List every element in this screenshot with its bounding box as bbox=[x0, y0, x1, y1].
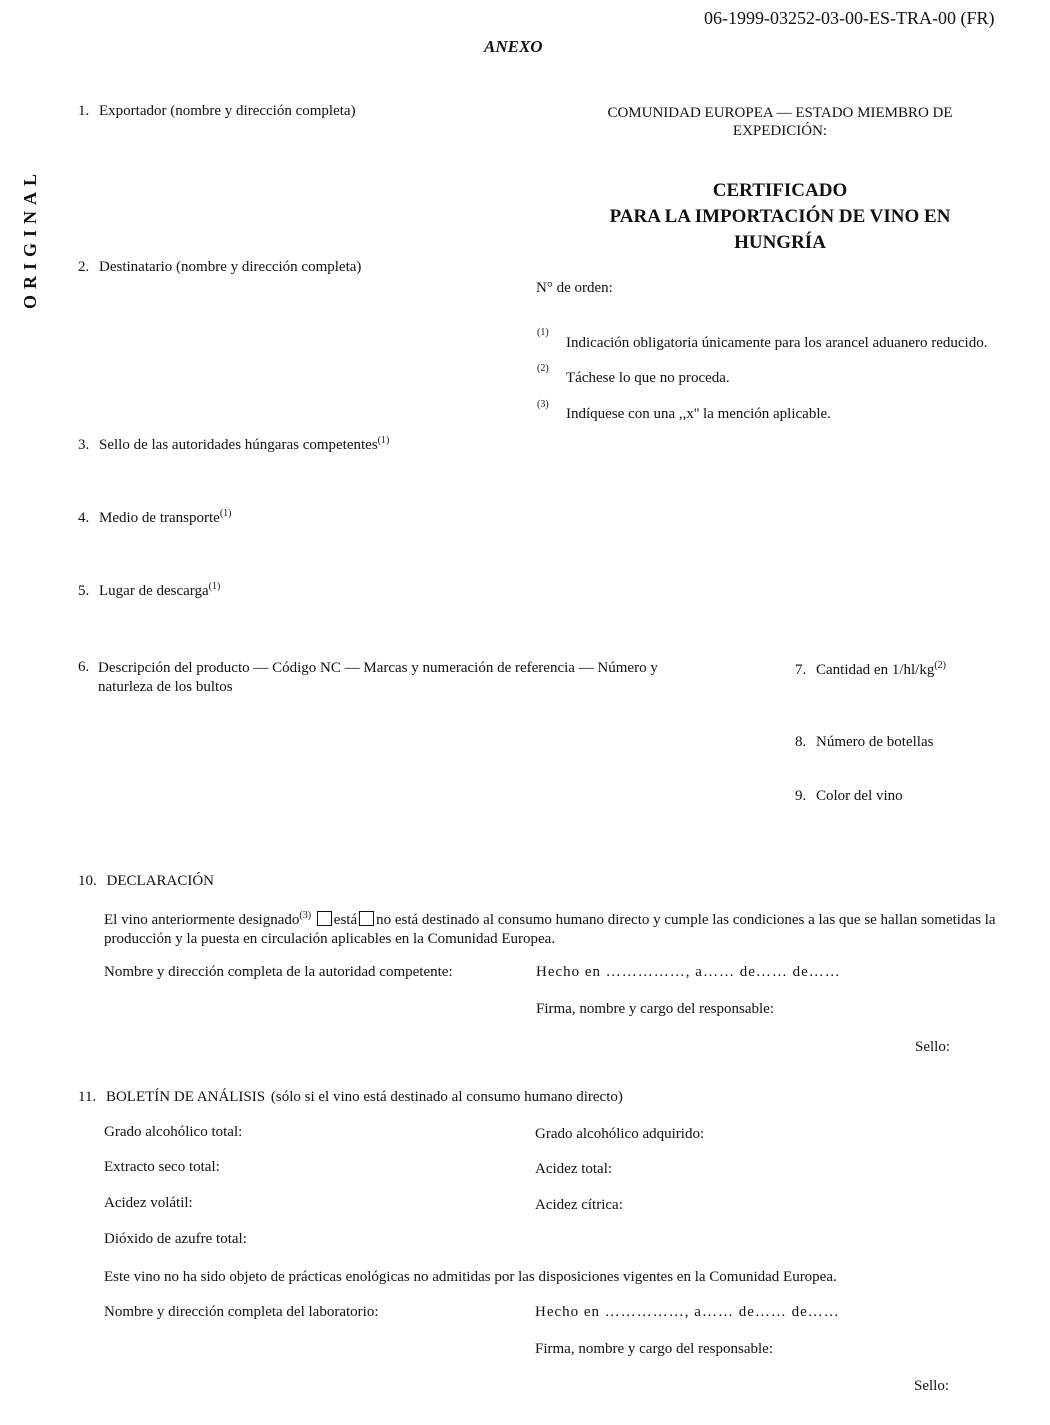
field-number: 4. bbox=[78, 510, 90, 526]
field-label: Color del vino bbox=[816, 788, 903, 804]
analysis-sulfur-dioxide: Dióxido de azufre total: bbox=[104, 1231, 247, 1247]
analysis-volatile-acidity: Acidez volátil: bbox=[104, 1195, 193, 1211]
field-footnote-ref: (2) bbox=[934, 660, 946, 671]
field-label: Sello de las autoridades húngaras competentes bbox=[99, 437, 378, 453]
field-footnote-ref: (1) bbox=[219, 508, 232, 519]
option-esta-label: está bbox=[333, 912, 358, 928]
field-footnote-ref: (1) bbox=[208, 581, 221, 592]
analysis-heading bbox=[78, 1089, 623, 1106]
footnote-mark-2: (2) bbox=[537, 363, 549, 374]
annex-title: ANEXO bbox=[484, 37, 543, 56]
section-subtitle: (sólo si el vino está destinado al consumo humano directo) bbox=[270, 1089, 623, 1105]
declaration-text-lead: El vino anteriormente designado bbox=[104, 912, 300, 928]
field-number: 2. bbox=[78, 259, 90, 275]
declaration-seal: Sello: bbox=[915, 1039, 951, 1055]
footnote-mark-1: (1) bbox=[537, 327, 549, 338]
field-number: 5. bbox=[78, 583, 90, 599]
field-consignee bbox=[78, 259, 361, 276]
title-line-2: PARA LA IMPORTACIÓN DE VINO EN bbox=[609, 206, 951, 227]
community-header: COMUNIDAD EUROPEA — ESTADO MIEMBRO DE EXPEDICIÓN: bbox=[607, 105, 953, 139]
field-number: 1. bbox=[78, 103, 90, 119]
field-product-description-number: 6. bbox=[78, 659, 90, 675]
field-label: Exportador (nombre y dirección completa) bbox=[99, 103, 356, 119]
certificate-title bbox=[560, 178, 1000, 256]
section-title: BOLETÍN DE ANÁLISIS bbox=[105, 1089, 266, 1105]
field-hungarian-authority-seal bbox=[78, 437, 389, 454]
field-wine-color bbox=[795, 788, 903, 805]
declaration-text bbox=[104, 911, 1024, 949]
declaration-authority-label: Nombre y dirección completa de la autoridad competente: bbox=[104, 964, 453, 980]
original-vertical-label: ORIGINAL bbox=[20, 168, 40, 310]
field-footnote-ref: (1) bbox=[377, 435, 390, 446]
declaration-signature: Firma, nombre y cargo del responsable: bbox=[536, 1001, 774, 1017]
footnote-text-1: Indicación obligatoria únicamente para los arancel aduanero reducido. bbox=[566, 335, 988, 351]
section-number: 11. bbox=[78, 1089, 97, 1105]
footnote-text-3: Indíquese con una ,,x'' la mención aplicable. bbox=[566, 406, 831, 422]
field-label: Número de botellas bbox=[816, 734, 934, 750]
declaration-footnote-ref: (3) bbox=[299, 910, 312, 921]
analysis-lab-label: Nombre y dirección completa del laboratorio: bbox=[104, 1304, 379, 1320]
field-product-description: Descripción del producto — Código NC — Marcas y numeración de referencia — Número y naturleza de los bultos bbox=[98, 660, 658, 695]
field-quantity bbox=[795, 662, 946, 679]
field-label: Medio de transporte bbox=[99, 510, 220, 526]
field-label: Destinatario (nombre y dirección completa) bbox=[99, 259, 362, 275]
section-title: DECLARACIÓN bbox=[106, 873, 214, 889]
analysis-acquired-alcohol: Grado alcohólico adquirido: bbox=[535, 1126, 705, 1142]
field-number: 9. bbox=[795, 788, 807, 804]
field-exporter bbox=[78, 103, 356, 120]
analysis-total-alcohol: Grado alcohólico total: bbox=[104, 1124, 243, 1140]
title-line-3: HUNGRÍA bbox=[734, 232, 826, 253]
field-number: 7. bbox=[795, 662, 807, 678]
footnote-text-2: Táchese lo que no proceda. bbox=[566, 370, 730, 386]
field-number: 8. bbox=[795, 734, 807, 750]
field-number: 3. bbox=[78, 437, 90, 453]
option-no-esta-label: no está destinado al consumo humano directo y cumple las condiciones a las que se hallan sometidas la producción y la puesta en circulación aplicables en la Comunidad Europea. bbox=[104, 912, 996, 947]
analysis-seal: Sello: bbox=[914, 1378, 950, 1394]
checkbox-esta[interactable] bbox=[317, 911, 332, 926]
field-label: Cantidad en 1/hl/kg bbox=[816, 662, 935, 678]
analysis-done-at: Hecho en ……………, a…… de…… de…… bbox=[535, 1304, 840, 1320]
analysis-citric-acidity: Acidez cítrica: bbox=[535, 1197, 623, 1213]
field-label: Lugar de descarga bbox=[99, 583, 209, 599]
declaration-heading bbox=[78, 873, 214, 890]
analysis-dry-extract: Extracto seco total: bbox=[104, 1159, 220, 1175]
section-number: 10. bbox=[78, 873, 97, 889]
title-line-1: CERTIFICADO bbox=[712, 180, 848, 201]
declaration-done-at: Hecho en ……………, a…… de…… de…… bbox=[536, 964, 841, 980]
document-reference: 06-1999-03252-03-00-ES-TRA-00 (FR) bbox=[704, 8, 995, 28]
field-transport bbox=[78, 510, 231, 527]
order-number-label: N° de orden: bbox=[536, 280, 613, 296]
analysis-statement: Este vino no ha sido objeto de prácticas enológicas no admitidas por las disposiciones vigentes en la Comunidad Europea. bbox=[104, 1269, 837, 1285]
field-bottles bbox=[795, 734, 933, 751]
analysis-total-acidity: Acidez total: bbox=[535, 1161, 613, 1177]
checkbox-no-esta[interactable] bbox=[359, 911, 374, 926]
field-unloading-place bbox=[78, 583, 220, 600]
analysis-signature: Firma, nombre y cargo del responsable: bbox=[535, 1341, 773, 1357]
footnote-mark-3: (3) bbox=[537, 399, 549, 410]
